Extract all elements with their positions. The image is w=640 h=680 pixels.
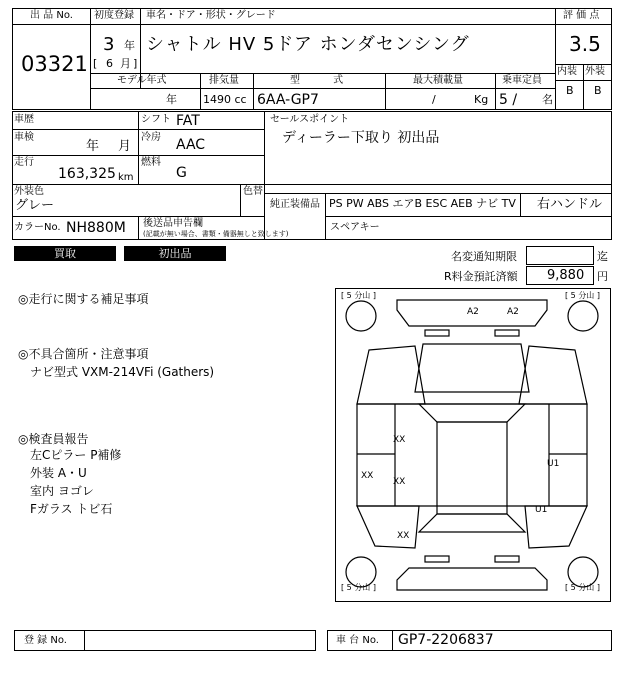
post-report-value: スペアキー	[330, 222, 380, 233]
equipment: PS PW ABS エアB ESC AEB ナビ TV	[329, 197, 516, 210]
rear-window	[419, 514, 525, 532]
exterior-label: 外装	[585, 66, 605, 77]
shift: FAT	[176, 113, 200, 129]
first-reg-label: 初度登録	[94, 10, 134, 21]
inspector-line: 外装 A・U	[30, 466, 87, 480]
displacement: 1490 cc	[203, 93, 247, 106]
color-no: NH880M	[66, 220, 126, 236]
damage-mark: U1	[547, 459, 560, 469]
interior-grade: B	[566, 84, 574, 97]
equipment-label: 純正装備品	[270, 199, 320, 210]
deadline-box	[526, 246, 594, 265]
wheel-fr	[568, 301, 598, 331]
car-name: シャトル HV 5ドア ホンダセンシング	[146, 34, 470, 55]
post-report-label: 後送品申告欄	[143, 218, 203, 229]
damage-mark: A2	[467, 307, 479, 317]
ext-color-label: 外装色	[14, 186, 44, 197]
tag-buyout: 買取	[14, 246, 116, 261]
mileage: 163,325	[58, 166, 116, 182]
chassis-label: 車 台 No.	[336, 635, 379, 646]
tag-first-listing: 初出品	[124, 246, 226, 261]
car-condition-diagram	[335, 288, 611, 602]
fuel-label: 燃料	[141, 157, 161, 168]
inspector-line: Fガラス トビ石	[30, 502, 113, 516]
car-name-label: 車名・ドア・形状・グレード	[146, 10, 276, 21]
damage-mark: XX	[393, 435, 406, 445]
damage-mark: XX	[393, 477, 406, 487]
tire-label-fr: [ 5 分山 ]	[565, 291, 600, 300]
first-reg-year: 3	[103, 34, 115, 55]
left-fender	[357, 346, 425, 404]
tire-label-fl: [ 5 分山 ]	[341, 291, 376, 300]
recycle-label: R料金預託済額	[444, 270, 518, 283]
history-label: 車歴	[14, 114, 34, 125]
type-label: 型 式	[290, 75, 344, 86]
color-no-label: カラーNo.	[14, 222, 61, 233]
capacity-label: 乗車定員	[502, 75, 542, 86]
exterior-grade: B	[594, 84, 602, 97]
deadline-label: 名変通知期限	[451, 250, 517, 263]
recolor-label: 色替	[243, 186, 263, 197]
hood	[415, 344, 529, 392]
interior-label: 内装	[557, 66, 577, 77]
sales-point: ディーラー下取り 初出品	[282, 130, 440, 146]
damage-mark: XX	[397, 531, 410, 541]
body-outline	[357, 404, 587, 506]
windshield	[419, 404, 525, 422]
steering: 右ハンドル	[537, 197, 603, 212]
shift-label: シフト	[141, 114, 171, 125]
damage-mark: A2	[507, 307, 519, 317]
sales-point-label: セールスポイント	[270, 114, 350, 125]
post-report-note: (記載が無い場合、書類・備器無しと致します)	[143, 230, 289, 238]
left-rear-fender	[357, 506, 419, 548]
ac-label: 冷房	[141, 132, 161, 143]
tire-label-rr: [ 5 分山 ]	[565, 583, 600, 592]
damage-mark: U1	[535, 505, 548, 515]
damage-mark: XX	[361, 471, 374, 481]
score-label: 評 価 点	[563, 10, 600, 21]
inspection-label: 車検	[14, 132, 34, 143]
tire-label-rl: [ 5 分山 ]	[341, 583, 376, 592]
right-fender	[519, 346, 587, 404]
fuel: G	[176, 165, 187, 181]
mileage-label: 走行	[14, 157, 34, 168]
roof	[437, 422, 507, 514]
displacement-label: 排気量	[209, 75, 239, 86]
model-year-label: モデル年式	[117, 75, 167, 86]
rear-bumper	[397, 568, 547, 590]
score-value: 3.5	[569, 32, 601, 56]
defects-title: ◎不具合箇所・注意事項	[18, 347, 149, 361]
max-load-label: 最大積載量	[413, 75, 463, 86]
first-reg-month: 6	[106, 57, 113, 70]
type-value: 6AA-GP7	[257, 92, 319, 108]
inspector-title: ◎検査員報告	[18, 432, 89, 446]
lot-number: 03321	[21, 52, 88, 76]
ac: AAC	[176, 137, 206, 153]
ext-color: グレー	[15, 198, 55, 213]
inspector-line: 左Cピラー P補修	[30, 448, 122, 462]
wheel-fl	[346, 301, 376, 331]
lot-no-label: 出 品 No.	[30, 10, 73, 21]
capacity: 5 /	[499, 92, 518, 108]
defect-line: ナビ型式 VXM-214VFi (Gathers)	[30, 365, 215, 379]
driving-title: ◎走行に関する補足事項	[18, 292, 149, 306]
recycle-value: 9,880	[547, 268, 585, 283]
chassis-no: GP7-2206837	[398, 632, 494, 648]
inspector-line: 室内 ヨゴレ	[30, 484, 94, 498]
reg-no-label: 登 録 No.	[24, 635, 67, 646]
